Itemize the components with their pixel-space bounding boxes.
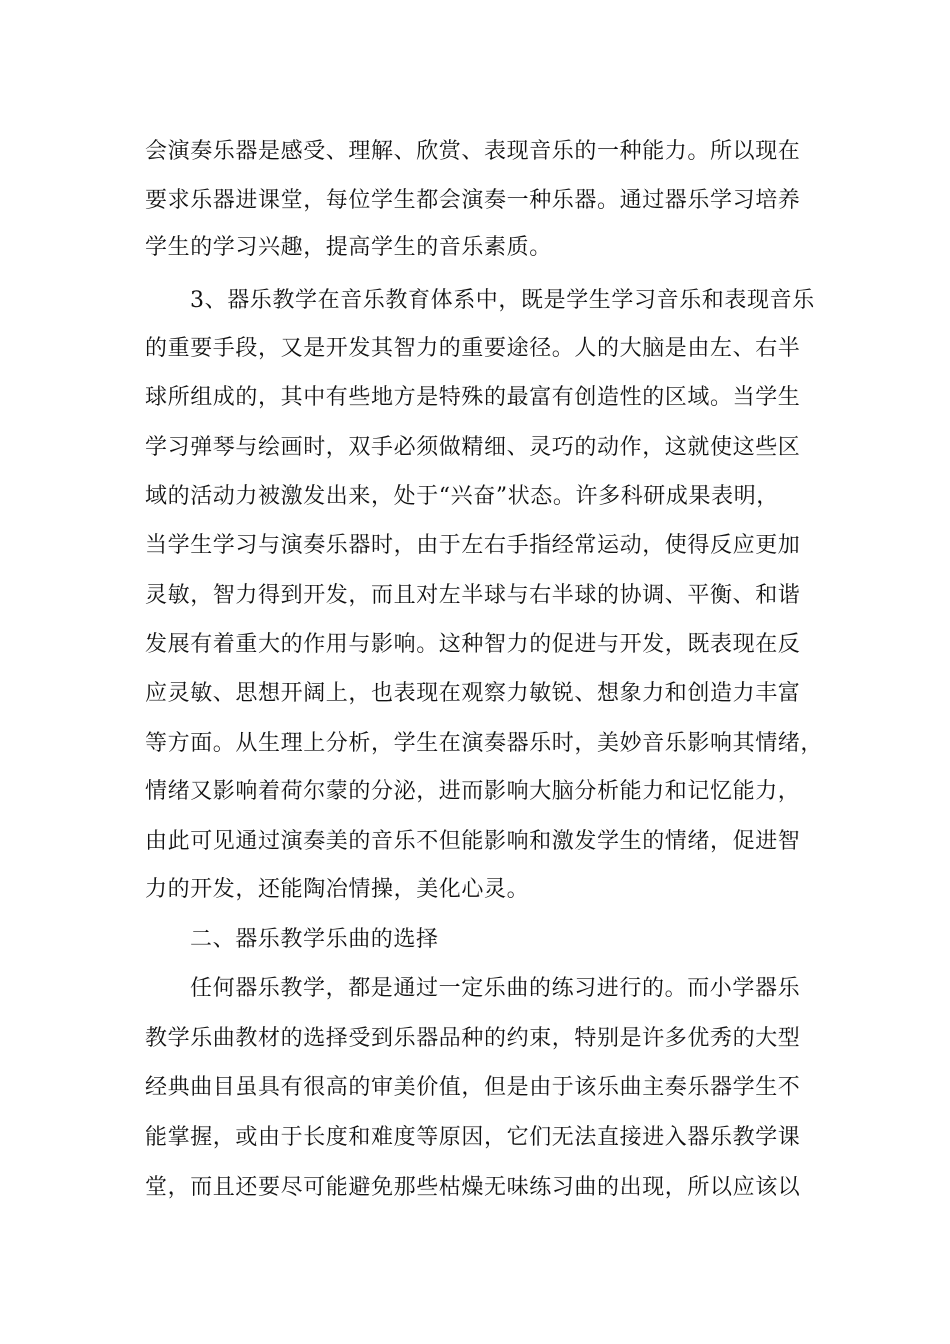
text-line-19: 教学乐曲教材的选择受到乐器品种的约束，特别是许多优秀的大型 <box>145 1026 801 1051</box>
text-line-7: 学习弹琴与绘画时，双手必须做精细、灵巧的动作，这就使这些区 <box>145 435 801 460</box>
text-line-21: 能掌握，或由于长度和难度等原因，它们无法直接进入器乐教学课 <box>145 1125 801 1150</box>
text-line-14: 情绪又影响着荷尔蒙的分泌，进而影响大脑分析能力和记忆能力， <box>145 779 801 804</box>
text-line-13: 等方面。从生理上分析，学生在演奏器乐时，美妙音乐影响其情绪， <box>145 731 824 756</box>
text-line-12: 应灵敏、思想开阔上，也表现在观察力敏锐、想象力和创造力丰富 <box>145 681 801 706</box>
text-line-3: 学生的学习兴趣，提高学生的音乐素质。 <box>145 235 552 260</box>
text-line-22: 堂，而且还要尽可能避免那些枯燥无味练习曲的出现，所以应该以 <box>145 1175 801 1200</box>
text-line-1: 会演奏乐器是感受、理解、欣赏、表现音乐的一种能力。所以现在 <box>145 139 801 164</box>
text-line-2: 要求乐器进课堂，每位学生都会演奏一种乐器。通过器乐学习培养 <box>145 188 801 213</box>
text-line-20: 经典曲目虽具有很高的审美价值，但是由于该乐曲主奏乐器学生不 <box>145 1075 801 1100</box>
text-line-16: 力的开发，还能陶冶情操，美化心灵。 <box>145 877 530 902</box>
text-line-18: 任何器乐教学，都是通过一定乐曲的练习进行的。而小学器乐 <box>190 976 801 1001</box>
text-line-10: 灵敏，智力得到开发，而且对左半球与右半球的协调、平衡、和谐 <box>145 583 801 608</box>
text-line-6: 球所组成的，其中有些地方是特殊的最富有创造性的区域。当学生 <box>145 385 801 410</box>
text-line-11: 发展有着重大的作用与影响。这种智力的促进与开发，既表现在反 <box>145 632 801 657</box>
text-line-15: 由此可见通过演奏美的音乐不但能影响和激发学生的情绪，促进智 <box>145 829 801 854</box>
text-line-4: 3、器乐教学在音乐教育体系中，既是学生学习音乐和表现音乐 <box>190 288 815 313</box>
text-line-8: 域的活动力被激发出来，处于“兴奋”状态。许多科研成果表明， <box>145 484 779 509</box>
section-heading: 二、器乐教学乐曲的选择 <box>190 927 439 952</box>
text-line-5: 的重要手段，又是开发其智力的重要途径。人的大脑是由左、右半 <box>145 336 801 361</box>
text-line-9: 当学生学习与演奏乐器时，由于左右手指经常运动，使得反应更加 <box>145 533 801 558</box>
